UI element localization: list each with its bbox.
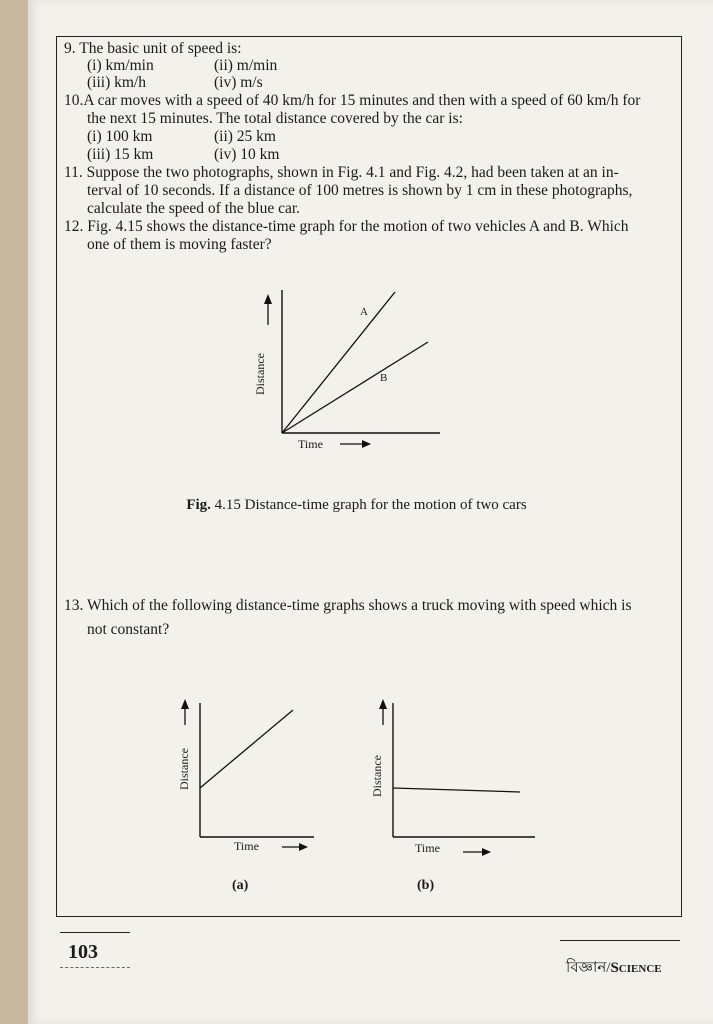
q9-option-2: (ii) m/min xyxy=(214,57,278,74)
graph-b-tag: (b) xyxy=(417,878,435,893)
graph-b-x-arrow xyxy=(463,848,491,856)
graph-b xyxy=(365,695,545,895)
graph-b-line xyxy=(393,788,520,792)
q9-option-1: (i) km/min xyxy=(87,57,154,74)
line-a xyxy=(282,292,395,433)
q10-option-2: (ii) 25 km xyxy=(214,128,276,145)
question-10-line-2: the next 15 minutes. The total distance covered by the car is: xyxy=(87,110,463,127)
page-number: 103 xyxy=(68,941,98,963)
question-12-line-1: 12. Fig. 4.15 shows the distance-time graph for the motion of two vehicles A and B. Which xyxy=(64,218,629,235)
q10-option-4: (iv) 10 km xyxy=(214,146,280,163)
frame-bottom-rule xyxy=(56,916,682,917)
book-title-bengali: বিজ্ঞান/ xyxy=(566,960,611,976)
question-13-line-2: not constant? xyxy=(87,621,170,638)
graph-b-ylabel: Distance xyxy=(370,755,384,797)
fig415-ylabel: Distance xyxy=(253,353,267,395)
fig415-x-arrow xyxy=(340,440,371,448)
q9-option-3: (iii) km/h xyxy=(87,74,146,91)
fig415-y-arrow xyxy=(264,294,272,325)
graph-a-x-arrow xyxy=(282,843,308,851)
graph-a-y-arrow xyxy=(181,699,189,725)
figure-4-15-caption xyxy=(0,497,713,514)
page-number-rule xyxy=(60,932,130,933)
caption-fig-label: Fig. xyxy=(186,497,211,513)
book-title-english: Science xyxy=(610,960,662,976)
frame-top-rule xyxy=(56,36,682,37)
caption-text: 4.15 Distance-time graph for the motion of two cars xyxy=(210,497,527,513)
question-11-line-3: calculate the speed of the blue car. xyxy=(87,200,301,217)
book-title xyxy=(566,956,662,981)
question-9: 9. The basic unit of speed is: xyxy=(64,40,242,57)
figure-4-15 xyxy=(240,280,460,455)
question-11-line-1: 11. Suppose the two photographs, shown in Fig. 4.1 and Fig. 4.2, had been taken at an in- xyxy=(64,164,619,181)
label-b: B xyxy=(380,372,388,384)
graph-b-xlabel: Time xyxy=(415,841,440,855)
q10-option-1: (i) 100 km xyxy=(87,128,153,145)
label-a: A xyxy=(360,306,368,318)
page-number-underline xyxy=(60,966,130,968)
question-13-line-1: 13. Which of the following distance-time graphs shows a truck moving with speed which is xyxy=(64,597,632,614)
q10-option-3: (iii) 15 km xyxy=(87,146,154,163)
line-b xyxy=(282,342,428,433)
question-11-line-2: terval of 10 seconds. If a distance of 100 metres is shown by 1 cm in these photographs, xyxy=(87,182,633,199)
graph-a-ylabel: Distance xyxy=(177,748,191,790)
graph-a xyxy=(172,695,332,895)
q9-option-4: (iv) m/s xyxy=(214,74,263,91)
graph-a-xlabel: Time xyxy=(234,839,259,853)
graph-b-y-arrow xyxy=(379,699,387,725)
question-10-line-1: 10.A car moves with a speed of 40 km/h for 15 minutes and then with a speed of 60 km/h for xyxy=(64,92,641,109)
frame-left-rule xyxy=(56,36,57,916)
footer-rule xyxy=(560,940,680,941)
graph-a-tag: (a) xyxy=(232,878,249,893)
question-12-line-2: one of them is moving faster? xyxy=(87,236,272,253)
graph-a-line xyxy=(200,710,293,788)
fig415-xlabel: Time xyxy=(298,437,323,451)
frame-right-rule xyxy=(681,36,682,916)
